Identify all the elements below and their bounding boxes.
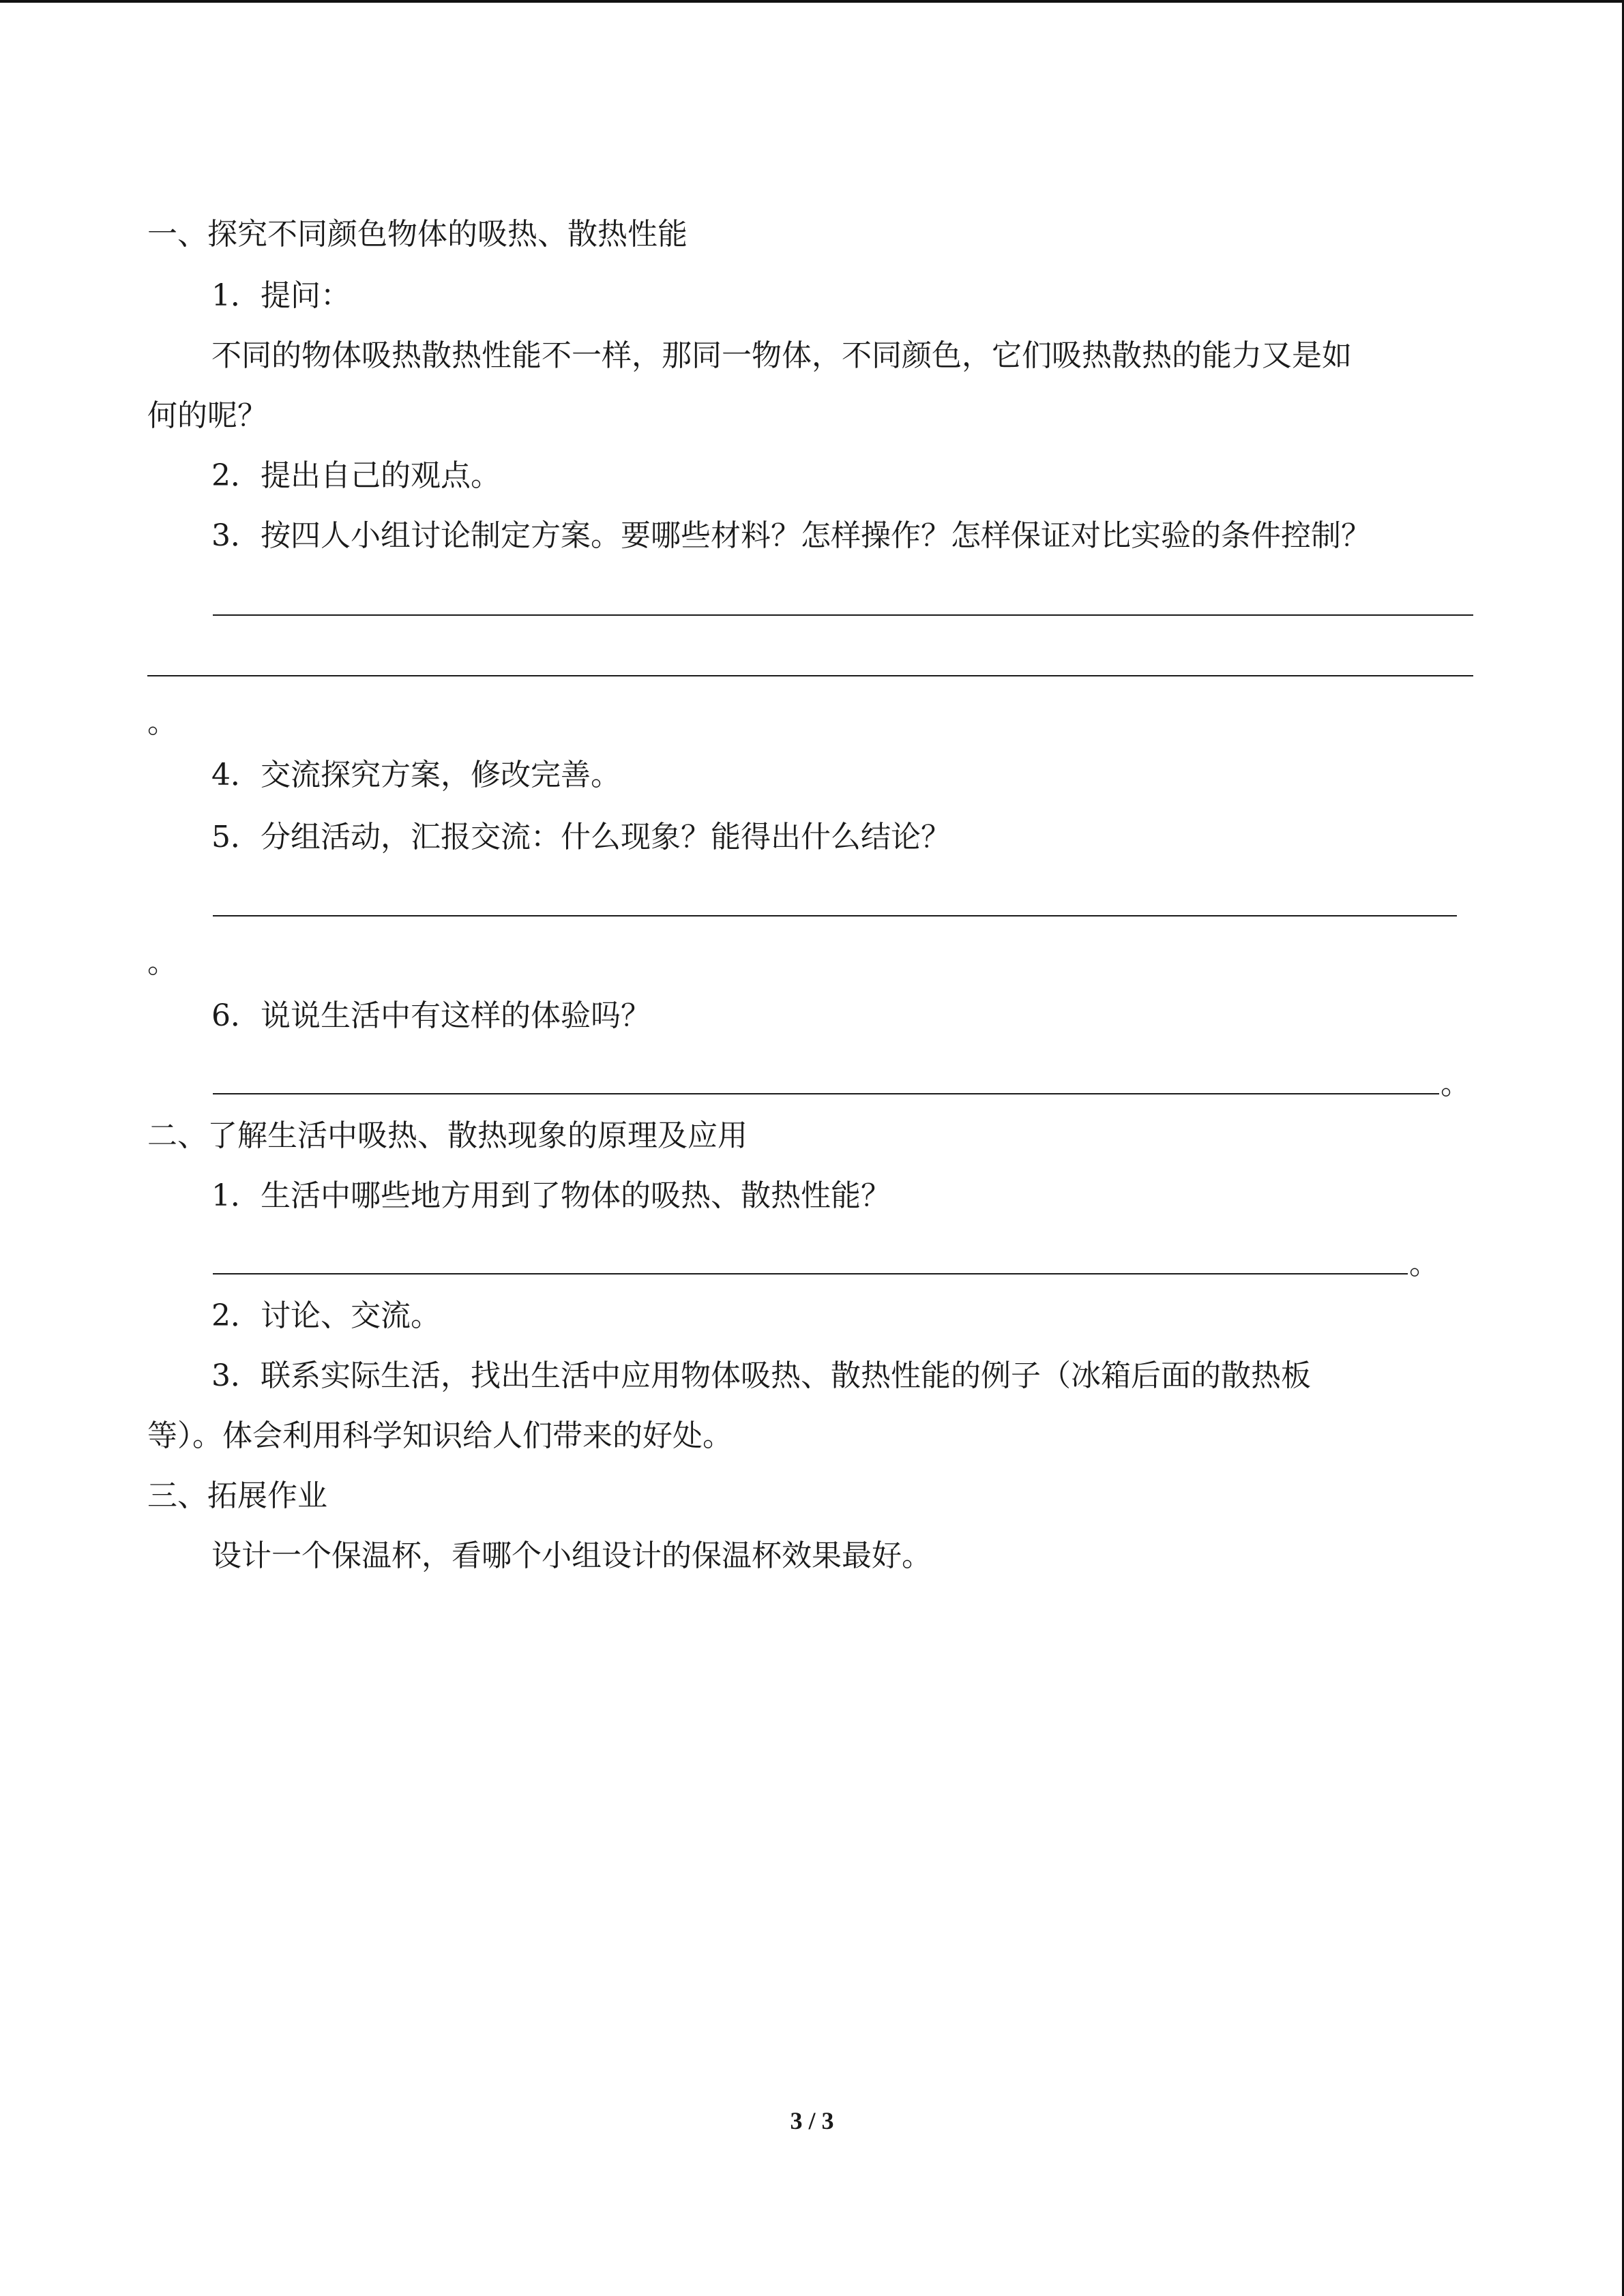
section1-q1-label: 1．提问： — [211, 278, 351, 313]
section2-heading: 二、了解生活中吸热、散热现象的原理及应用 — [147, 1118, 748, 1153]
answer-line-q3-1[interactable] — [213, 614, 1473, 616]
answer-line-s2-q1[interactable] — [213, 1273, 1408, 1274]
section1-q1-text-line1: 不同的物体吸热散热性能不一样，那同一物体，不同颜色，它们吸热散热的能力又是如 — [211, 338, 1352, 373]
section1-q5-end: 。 — [147, 945, 177, 980]
section2-q2: 2．讨论、交流。 — [211, 1298, 441, 1333]
section2-q3-line2: 等）。体会利用科学知识给人们带来的好处。 — [147, 1418, 733, 1453]
section1-q6: 6．说说生活中有这样的体验吗？ — [211, 998, 651, 1033]
section1-q4: 4．交流探究方案，修改完善。 — [211, 758, 621, 792]
section2-q1: 1．生活中哪些地方用到了物体的吸热、散热性能？ — [211, 1178, 891, 1213]
section1-q3-end: 。 — [147, 705, 177, 740]
section1-heading: 一、探究不同颜色物体的吸热、散热性能 — [147, 217, 688, 252]
section2-q1-end: 。 — [1409, 1247, 1439, 1281]
answer-line-q6[interactable] — [213, 1093, 1439, 1094]
section3-heading: 三、拓展作业 — [147, 1478, 327, 1513]
page-number: 3 / 3 — [790, 2107, 834, 2134]
section3-text: 设计一个保温杯，看哪个小组设计的保温杯效果最好。 — [211, 1538, 932, 1573]
answer-line-q5[interactable] — [213, 915, 1457, 916]
section1-q2: 2．提出自己的观点。 — [211, 458, 501, 493]
section1-q1-text-line2: 何的呢？ — [147, 398, 267, 433]
answer-line-q3-2[interactable] — [147, 675, 1473, 676]
section1-q5: 5．分组活动，汇报交流：什么现象？能得出什么结论？ — [211, 820, 951, 854]
section1-q6-end: 。 — [1441, 1067, 1471, 1101]
top-border-line — [0, 0, 1624, 3]
section2-q3-line1: 3．联系实际生活，找出生活中应用物体吸热、散热性能的例子（冰箱后面的散热板 — [211, 1358, 1311, 1393]
section1-q3: 3．按四人小组讨论制定方案。要哪些材料？怎样操作？怎样保证对比实验的条件控制？ — [211, 518, 1371, 553]
